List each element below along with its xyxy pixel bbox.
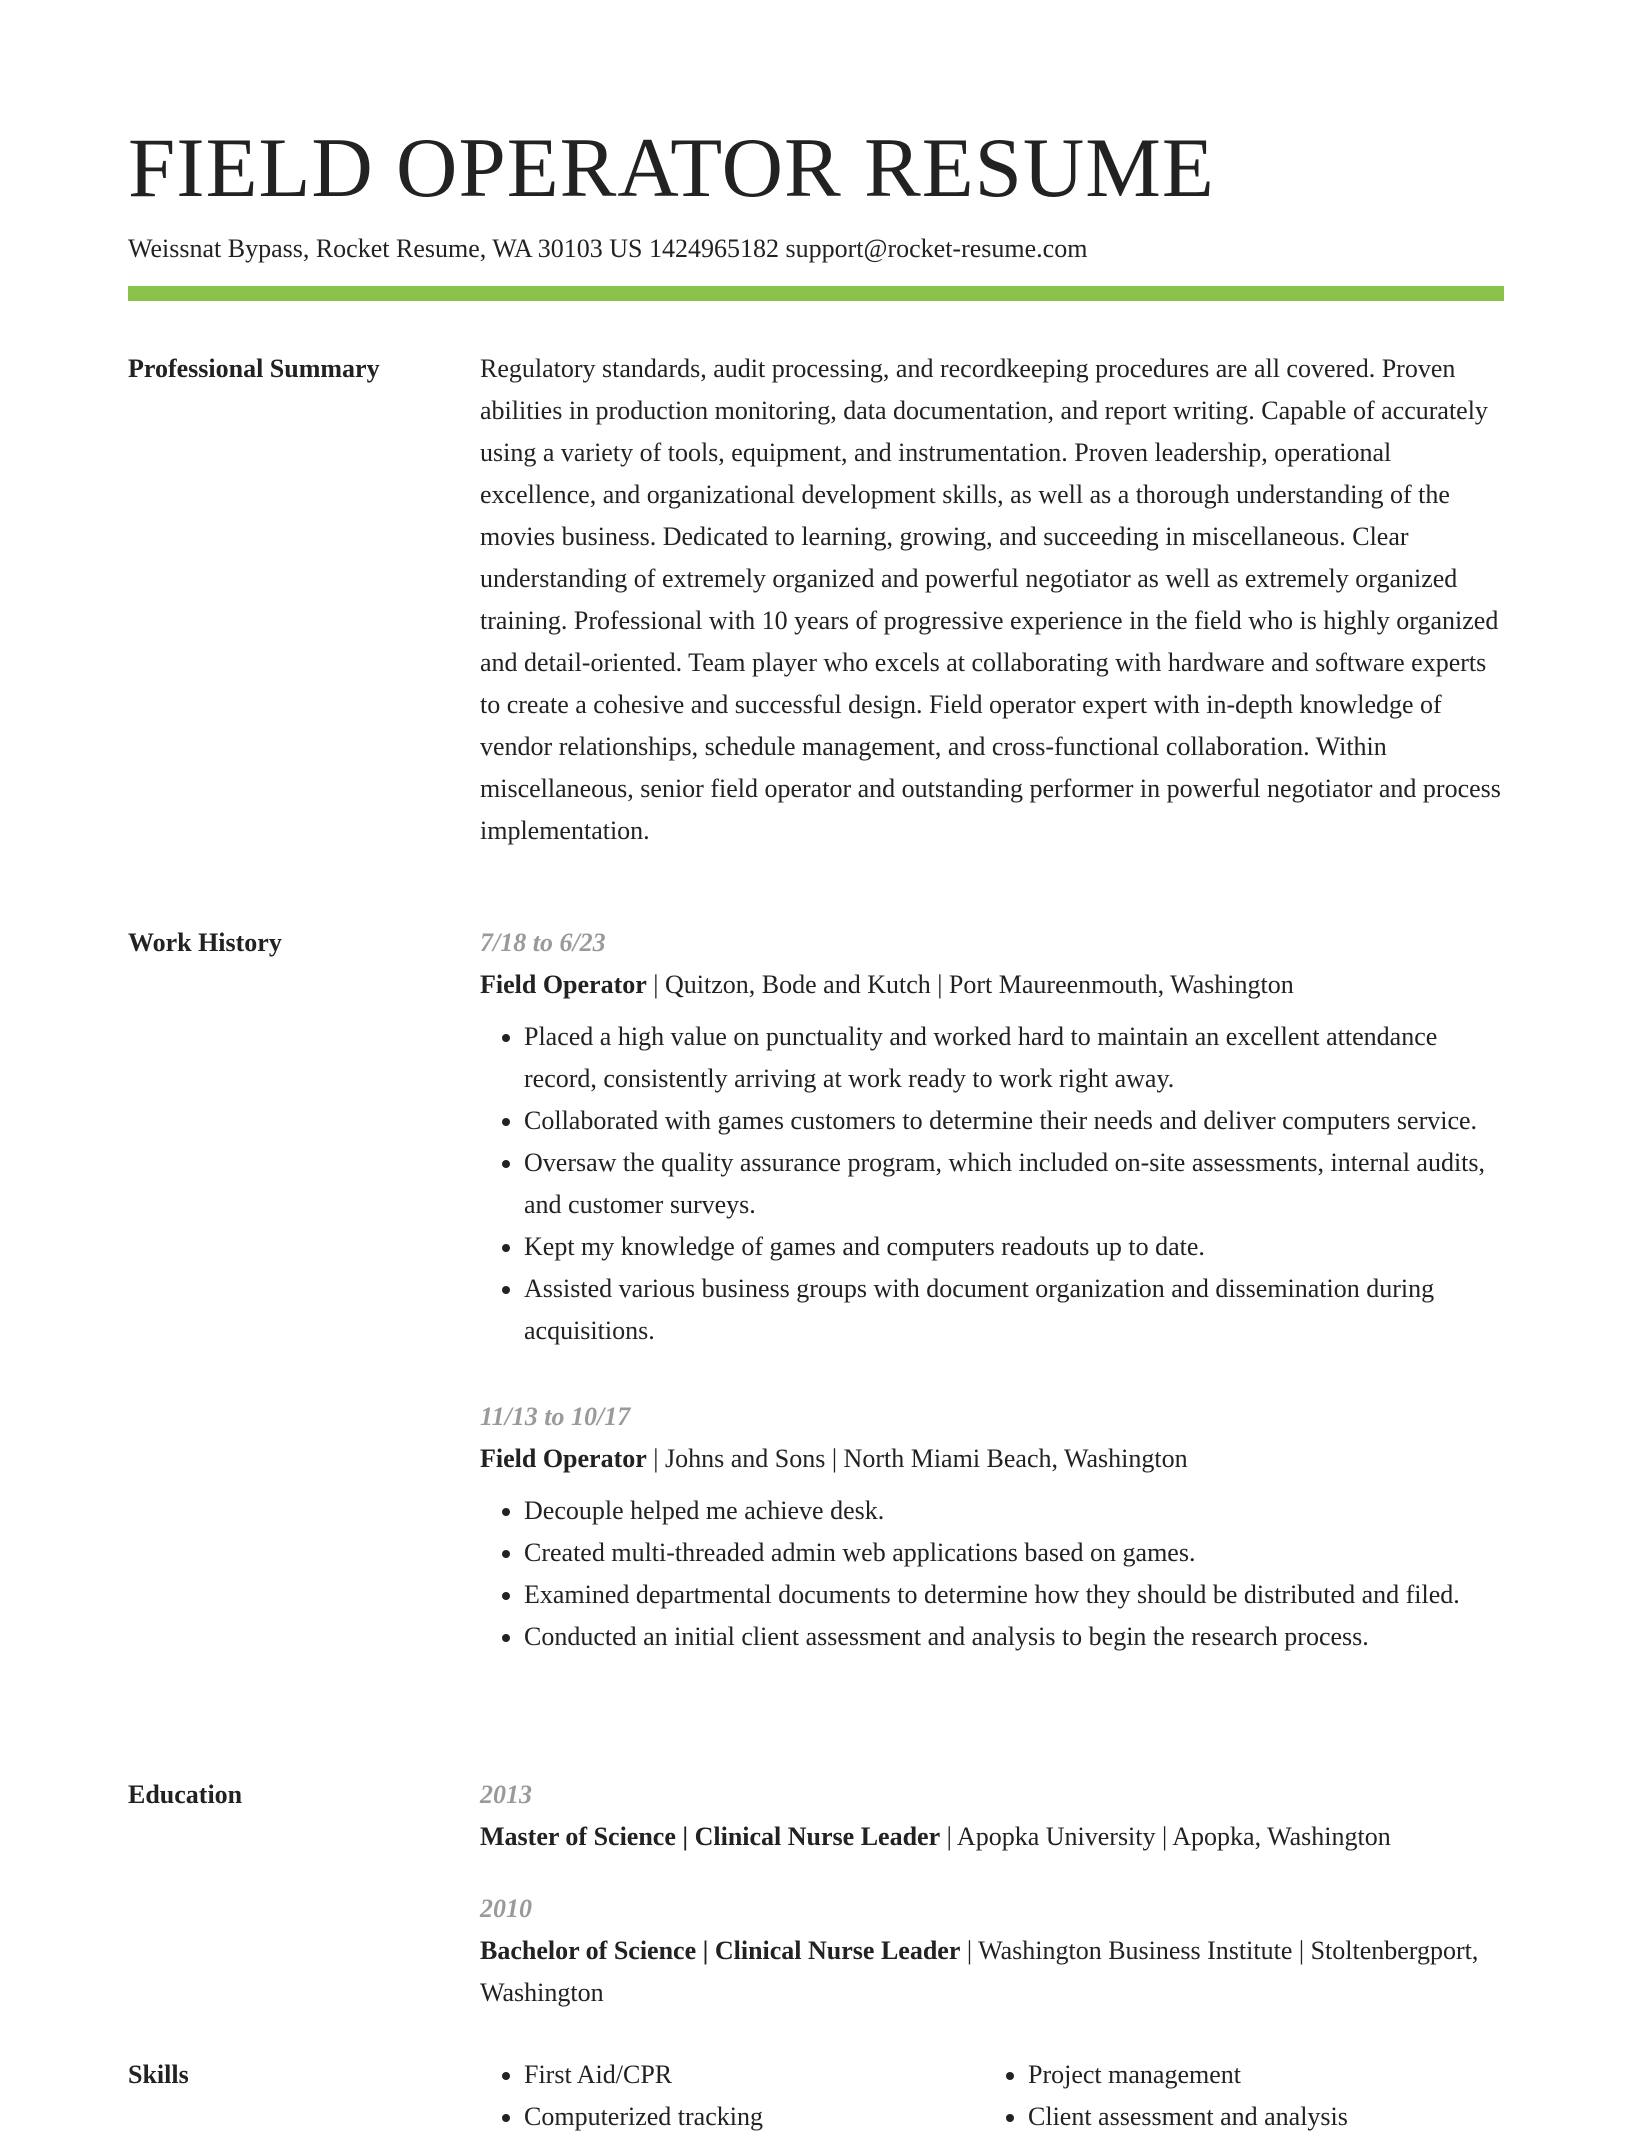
education-entry (480, 1774, 1504, 1858)
job-bullet: • Oversaw the quality assurance program, which included on-site assessments, internal audits, and customer surveys. (524, 1142, 1504, 1226)
job-bullet: • Placed a high value on punctuality and worked hard to maintain an excellent attendance record, consistently arriving at work ready to work right away. (524, 1016, 1504, 1100)
education-details: | Washington Business Institute | Stoltenbergport, Washington (480, 1936, 1479, 2007)
skill-item: • Project management (1028, 2054, 1488, 2096)
resume-title: FIELD OPERATOR RESUME (128, 121, 1215, 215)
skills-body (480, 2054, 1504, 2138)
job-entry (480, 922, 1504, 1352)
education-line (480, 1816, 1504, 1858)
education-details: | Apopka University | Apopka, Washington (940, 1822, 1391, 1851)
education-body (480, 1774, 1504, 2044)
job-dates: 11/13 to 10/17 (480, 1402, 631, 1431)
skills-column-right (984, 2054, 1488, 2138)
education-year: 2013 (480, 1780, 532, 1809)
skills-grid (480, 2054, 1504, 2138)
job-title: Field Operator (480, 1444, 647, 1473)
work-history-heading: Work History (128, 928, 282, 957)
job-bullets (480, 1490, 1504, 1658)
skills-heading: Skills (128, 2060, 189, 2089)
education-degree: Bachelor of Science | Clinical Nurse Leader (480, 1936, 961, 1965)
job-bullet: • Created multi-threaded admin web applications based on games. (524, 1532, 1504, 1574)
job-dates: 7/18 to 6/23 (480, 928, 606, 957)
summary-heading: Professional Summary (128, 354, 380, 383)
contact-line: Weissnat Bypass, Rocket Resume, WA 30103 US 1424965182 support@rocket-resume.com (128, 234, 1088, 263)
education-line (480, 1930, 1504, 2014)
skill-item: • Computerized tracking (524, 2096, 984, 2138)
summary-text: Regulatory standards, audit processing, and recordkeeping procedures are all covered. Proven abilities in production monitoring, data documentation, and report writing. Capable of accurately using a variety of tools, equipment, and instrumentation. Proven leadership, operational excellence, and organizational development skills, as well as a thorough understanding of the movies business. Dedicated to learning, growing, and succeeding in miscellaneous. Clear understanding of extremely organized and powerful negotiator as well as extremely organized training. Professional with 10 years of progressive experience in the field who is highly organized and detail-oriented. Team player who excels at collaborating with hardware and software experts to create a cohesive and successful design. Field operator expert with in-depth knowledge of vendor relationships, schedule management, and cross-functional collaboration. Within miscellaneous, senior field operator and outstanding performer in powerful negotiator and process implementation. (480, 354, 1501, 845)
job-details: | Quitzon, Bode and Kutch | Port Maureenmouth, Washington (646, 970, 1294, 999)
summary-body (480, 348, 1504, 852)
job-role-line (480, 964, 1504, 1006)
job-bullet: • Conducted an initial client assessment and analysis to begin the research process. (524, 1616, 1504, 1658)
job-bullet: • Collaborated with games customers to determine their needs and deliver computers service. (524, 1100, 1504, 1142)
education-degree: Master of Science | Clinical Nurse Leader (480, 1822, 941, 1851)
job-bullets (480, 1016, 1504, 1352)
job-bullet: • Decouple helped me achieve desk. (524, 1490, 1504, 1532)
education-entry (480, 1888, 1504, 2014)
job-entry (480, 1396, 1504, 1658)
education-year: 2010 (480, 1894, 532, 1923)
job-bullet: • Kept my knowledge of games and computers readouts up to date. (524, 1226, 1504, 1268)
education-heading: Education (128, 1780, 243, 1809)
job-bullet: • Examined departmental documents to determine how they should be distributed and filed. (524, 1574, 1504, 1616)
skill-item: • Client assessment and analysis (1028, 2096, 1488, 2138)
skills-column-left (480, 2054, 984, 2138)
accent-divider (128, 286, 1504, 301)
work-history-body (480, 922, 1504, 1688)
job-details: | Johns and Sons | North Miami Beach, Washington (646, 1444, 1188, 1473)
skill-item: • First Aid/CPR (524, 2054, 984, 2096)
job-role-line (480, 1438, 1504, 1480)
job-title: Field Operator (480, 970, 647, 999)
job-bullet: • Assisted various business groups with document organization and dissemination during acquisitions. (524, 1268, 1504, 1352)
